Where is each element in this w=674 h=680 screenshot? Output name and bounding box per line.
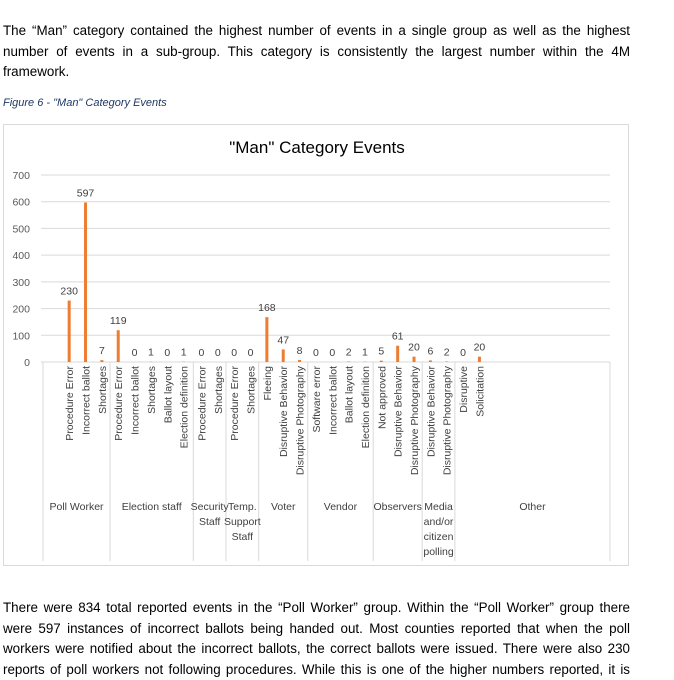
bar <box>445 361 448 362</box>
intro-paragraph <box>3 21 630 83</box>
intro-line: number of events in a sub-group. This category is consistently the largest number within the 4M <box>3 42 630 63</box>
data-label: 0 <box>313 347 319 359</box>
data-label: 20 <box>474 342 486 354</box>
category-label: Disruptive Behavior <box>393 366 405 458</box>
group-label: Security <box>191 501 230 513</box>
data-label: 0 <box>248 347 254 359</box>
y-tick-label: 600 <box>12 197 30 209</box>
data-label: 5 <box>378 346 384 358</box>
category-label: Procedure Error <box>113 366 125 441</box>
data-label: 168 <box>258 302 276 314</box>
data-label: 0 <box>231 347 237 359</box>
group-label: Staff <box>199 516 220 528</box>
category-label: Procedure Error <box>64 366 76 441</box>
intro-line: The “Man” category contained the highest number of events in a single group as well as the highest <box>3 21 630 42</box>
data-label: 0 <box>460 347 466 359</box>
category-label: Incorrect ballot <box>81 366 93 435</box>
data-label: 0 <box>164 347 170 359</box>
data-label: 0 <box>132 347 138 359</box>
data-label: 0 <box>199 347 205 359</box>
data-label: 1 <box>362 347 368 359</box>
category-label: Procedure Error <box>229 366 241 441</box>
group-label: Vendor <box>324 501 358 513</box>
category-label: Election definition <box>179 366 191 448</box>
body-line: were 597 instances of incorrect ballots being handed out. Most counties reported that when the poll <box>3 619 630 640</box>
y-tick-label: 100 <box>12 330 30 342</box>
category-label: Procedure Error <box>196 366 208 441</box>
group-label: citizen <box>424 531 454 543</box>
y-tick-label: 200 <box>12 304 30 316</box>
data-label: 6 <box>427 345 433 357</box>
category-label: Ballot layout <box>162 366 174 423</box>
bar <box>265 317 268 362</box>
bar <box>298 360 301 362</box>
data-label: 1 <box>181 347 187 359</box>
bar <box>100 360 103 362</box>
y-tick-label: 300 <box>12 277 30 289</box>
data-label: 1 <box>148 347 154 359</box>
group-label: Other <box>519 501 546 513</box>
category-label: Shortages <box>97 366 109 414</box>
group-label: Poll Worker <box>49 501 104 513</box>
bar <box>84 203 87 362</box>
group-label: Support <box>224 516 261 528</box>
category-label: Disruptive Photography <box>295 365 307 475</box>
category-label: Disruptive Photography <box>409 365 421 475</box>
bar <box>396 346 399 362</box>
data-label: 2 <box>444 346 450 358</box>
bar <box>347 361 350 362</box>
bar <box>282 349 285 362</box>
data-label: 2 <box>346 346 352 358</box>
category-label: Disruptive <box>458 366 470 413</box>
bar <box>478 357 481 362</box>
data-label: 47 <box>277 334 289 346</box>
y-tick-label: 700 <box>12 170 30 182</box>
data-label: 8 <box>297 345 303 357</box>
category-label: Disruptive Behavior <box>278 366 290 458</box>
data-label: 597 <box>77 188 95 200</box>
category-label: Incorrect ballot <box>130 366 142 435</box>
y-tick-label: 0 <box>24 357 30 369</box>
body-paragraph <box>3 598 630 680</box>
figure-caption: Figure 6 - "Man" Category Events <box>3 97 167 109</box>
intro-line: framework. <box>3 62 630 83</box>
y-tick-label: 500 <box>12 223 30 235</box>
data-label: 119 <box>110 315 127 327</box>
category-label: Disruptive Photography <box>442 365 454 475</box>
category-label: Shortages <box>213 366 225 414</box>
data-label: 61 <box>392 331 404 343</box>
category-label: Shortages <box>246 366 258 414</box>
bar <box>380 361 383 362</box>
y-tick-label: 400 <box>12 250 30 262</box>
group-label: Election staff <box>122 501 182 513</box>
bar <box>117 330 120 362</box>
body-line: There were 834 total reported events in the “Poll Worker” group. Within the “Poll Worker” group there <box>3 598 630 619</box>
man-category-chart <box>4 125 628 565</box>
category-label: Fleeing <box>262 366 274 401</box>
category-label: Software error <box>311 366 323 433</box>
group-label: and/or <box>424 516 454 528</box>
group-label: Observers <box>373 501 421 513</box>
data-label: 0 <box>215 347 221 359</box>
group-label: Voter <box>271 501 296 513</box>
bar <box>413 357 416 362</box>
group-label: Media <box>424 501 453 513</box>
category-label: Disruptive Behavior <box>425 366 437 458</box>
body-line: reports of poll workers not following procedures. While this is one of the higher numbers reported, it is <box>3 660 630 680</box>
data-label: 7 <box>99 345 105 357</box>
group-label: Temp. <box>228 501 257 513</box>
category-label: Solicitation <box>474 366 486 417</box>
category-label: Ballot layout <box>344 366 356 423</box>
category-label: Incorrect ballot <box>327 366 339 435</box>
bar <box>429 360 432 362</box>
data-label: 230 <box>60 286 78 298</box>
body-line: workers were notified about the incorrect ballots, the correct ballots were issued. There were also 230 <box>3 639 630 660</box>
group-label: polling <box>423 546 454 558</box>
bar <box>68 301 71 362</box>
data-label: 0 <box>329 347 335 359</box>
category-label: Shortages <box>146 366 158 414</box>
chart-frame <box>3 124 629 566</box>
data-label: 20 <box>408 342 420 354</box>
group-label: Staff <box>232 531 253 543</box>
chart-title: "Man" Category Events <box>229 138 405 157</box>
category-label: Not approved <box>376 366 388 429</box>
category-label: Election definition <box>360 366 372 448</box>
